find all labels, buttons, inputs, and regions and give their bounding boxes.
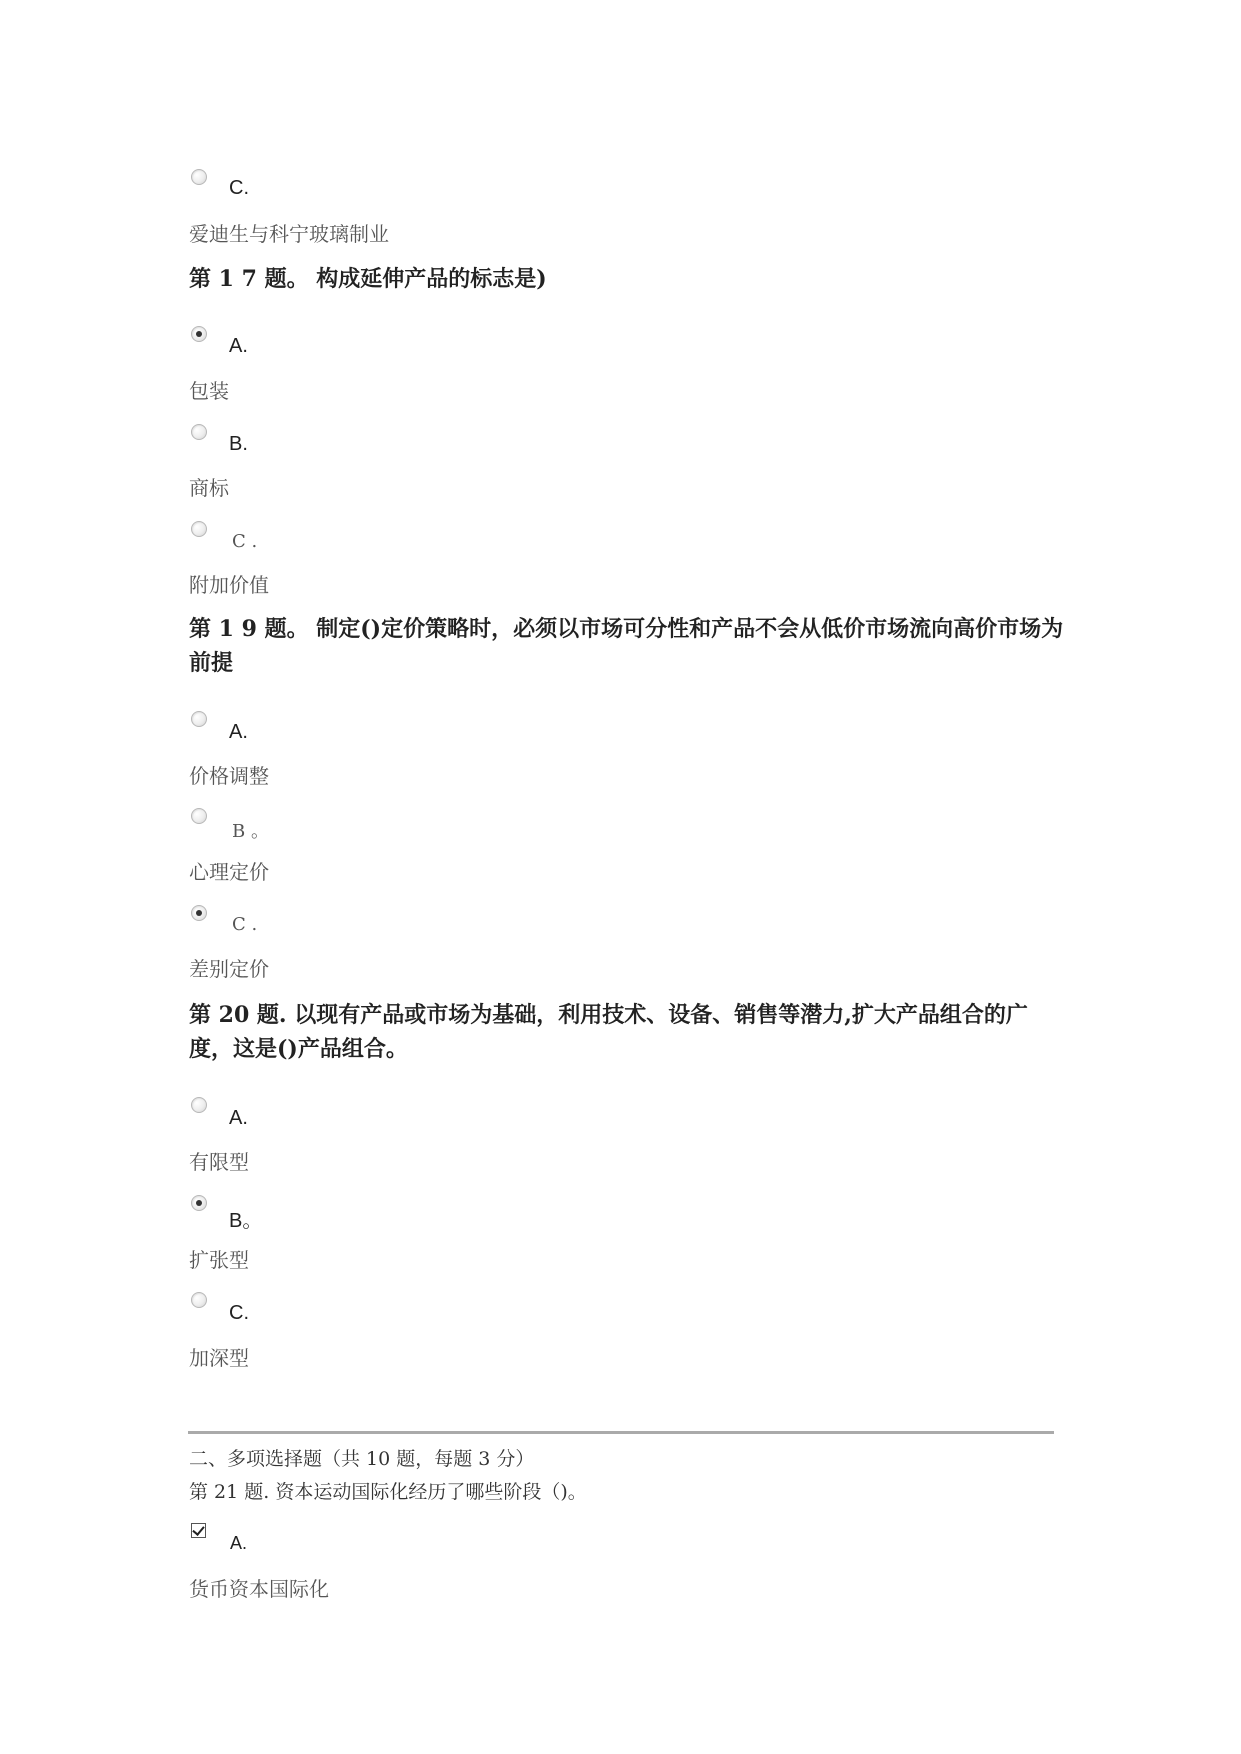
q19-option-c-letter: C . (232, 914, 258, 935)
q20-option-c-radio[interactable] (191, 1292, 207, 1308)
q19-option-b-text: 心理定价 (189, 860, 269, 884)
q19-title: 第 1 9 题。 制定()定价策略时，必须以市场可分性和产品不会从低价市场流向高价市场为前提 (189, 616, 1064, 676)
q17-option-b-letter: B. (229, 433, 248, 455)
q21-title: 第 21 题. 资本运动国际化经历了哪些阶段（)。 (189, 1481, 587, 1503)
q20-option-c-letter: C. (229, 1302, 249, 1324)
q17-title: 第 1 7 题。 构成延伸产品的标志是) (189, 266, 547, 292)
q17-option-b-radio[interactable] (191, 424, 207, 440)
section-2-title: 二、多项选择题（共 10 题，每题 3 分） (189, 1448, 535, 1470)
q16-option-c-text: 爱迪生与科宁玻璃制业 (189, 222, 389, 246)
q16-option-c-radio[interactable] (191, 169, 207, 185)
q19-option-a-radio[interactable] (191, 711, 207, 727)
q20-option-b-text: 扩张型 (189, 1248, 249, 1272)
q17-option-a-radio[interactable] (191, 326, 207, 342)
q17-option-c-text: 附加价值 (189, 573, 269, 597)
q17-option-a-text: 包装 (189, 379, 229, 403)
q21-option-a-checkbox[interactable] (191, 1523, 206, 1538)
q19-option-a-text: 价格调整 (189, 764, 269, 788)
q20-option-c-text: 加深型 (189, 1346, 249, 1370)
q17-option-b-text: 商标 (189, 476, 229, 500)
q21-option-a-letter: A. (230, 1533, 248, 1553)
q16-option-c-letter: C. (229, 177, 249, 199)
q17-option-c-letter: C . (232, 531, 258, 552)
q20-title: 第 20 题. 以现有产品或市场为基础，利用技术、设备、销售等潜力,扩大产品组合的广度，这是()产品组合。 (189, 1002, 1028, 1062)
q20-option-b-radio[interactable] (191, 1195, 207, 1211)
q17-option-c-radio[interactable] (191, 521, 207, 537)
q17-option-a-letter: A. (229, 335, 248, 357)
q20-option-a-text: 有限型 (189, 1150, 249, 1174)
q19-option-c-text: 差别定价 (189, 957, 269, 981)
q19-option-a-letter: A. (229, 721, 248, 743)
q19-option-b-radio[interactable] (191, 808, 207, 824)
q19-option-b-letter: B 。 (232, 821, 269, 842)
section-divider (188, 1431, 1054, 1434)
q20-option-a-radio[interactable] (191, 1097, 207, 1113)
q20-option-a-letter: A. (229, 1107, 248, 1129)
q19-option-c-radio[interactable] (191, 905, 207, 921)
q21-option-a-text: 货币资本国际化 (189, 1577, 329, 1601)
q20-option-b-letter: B。 (229, 1210, 263, 1232)
